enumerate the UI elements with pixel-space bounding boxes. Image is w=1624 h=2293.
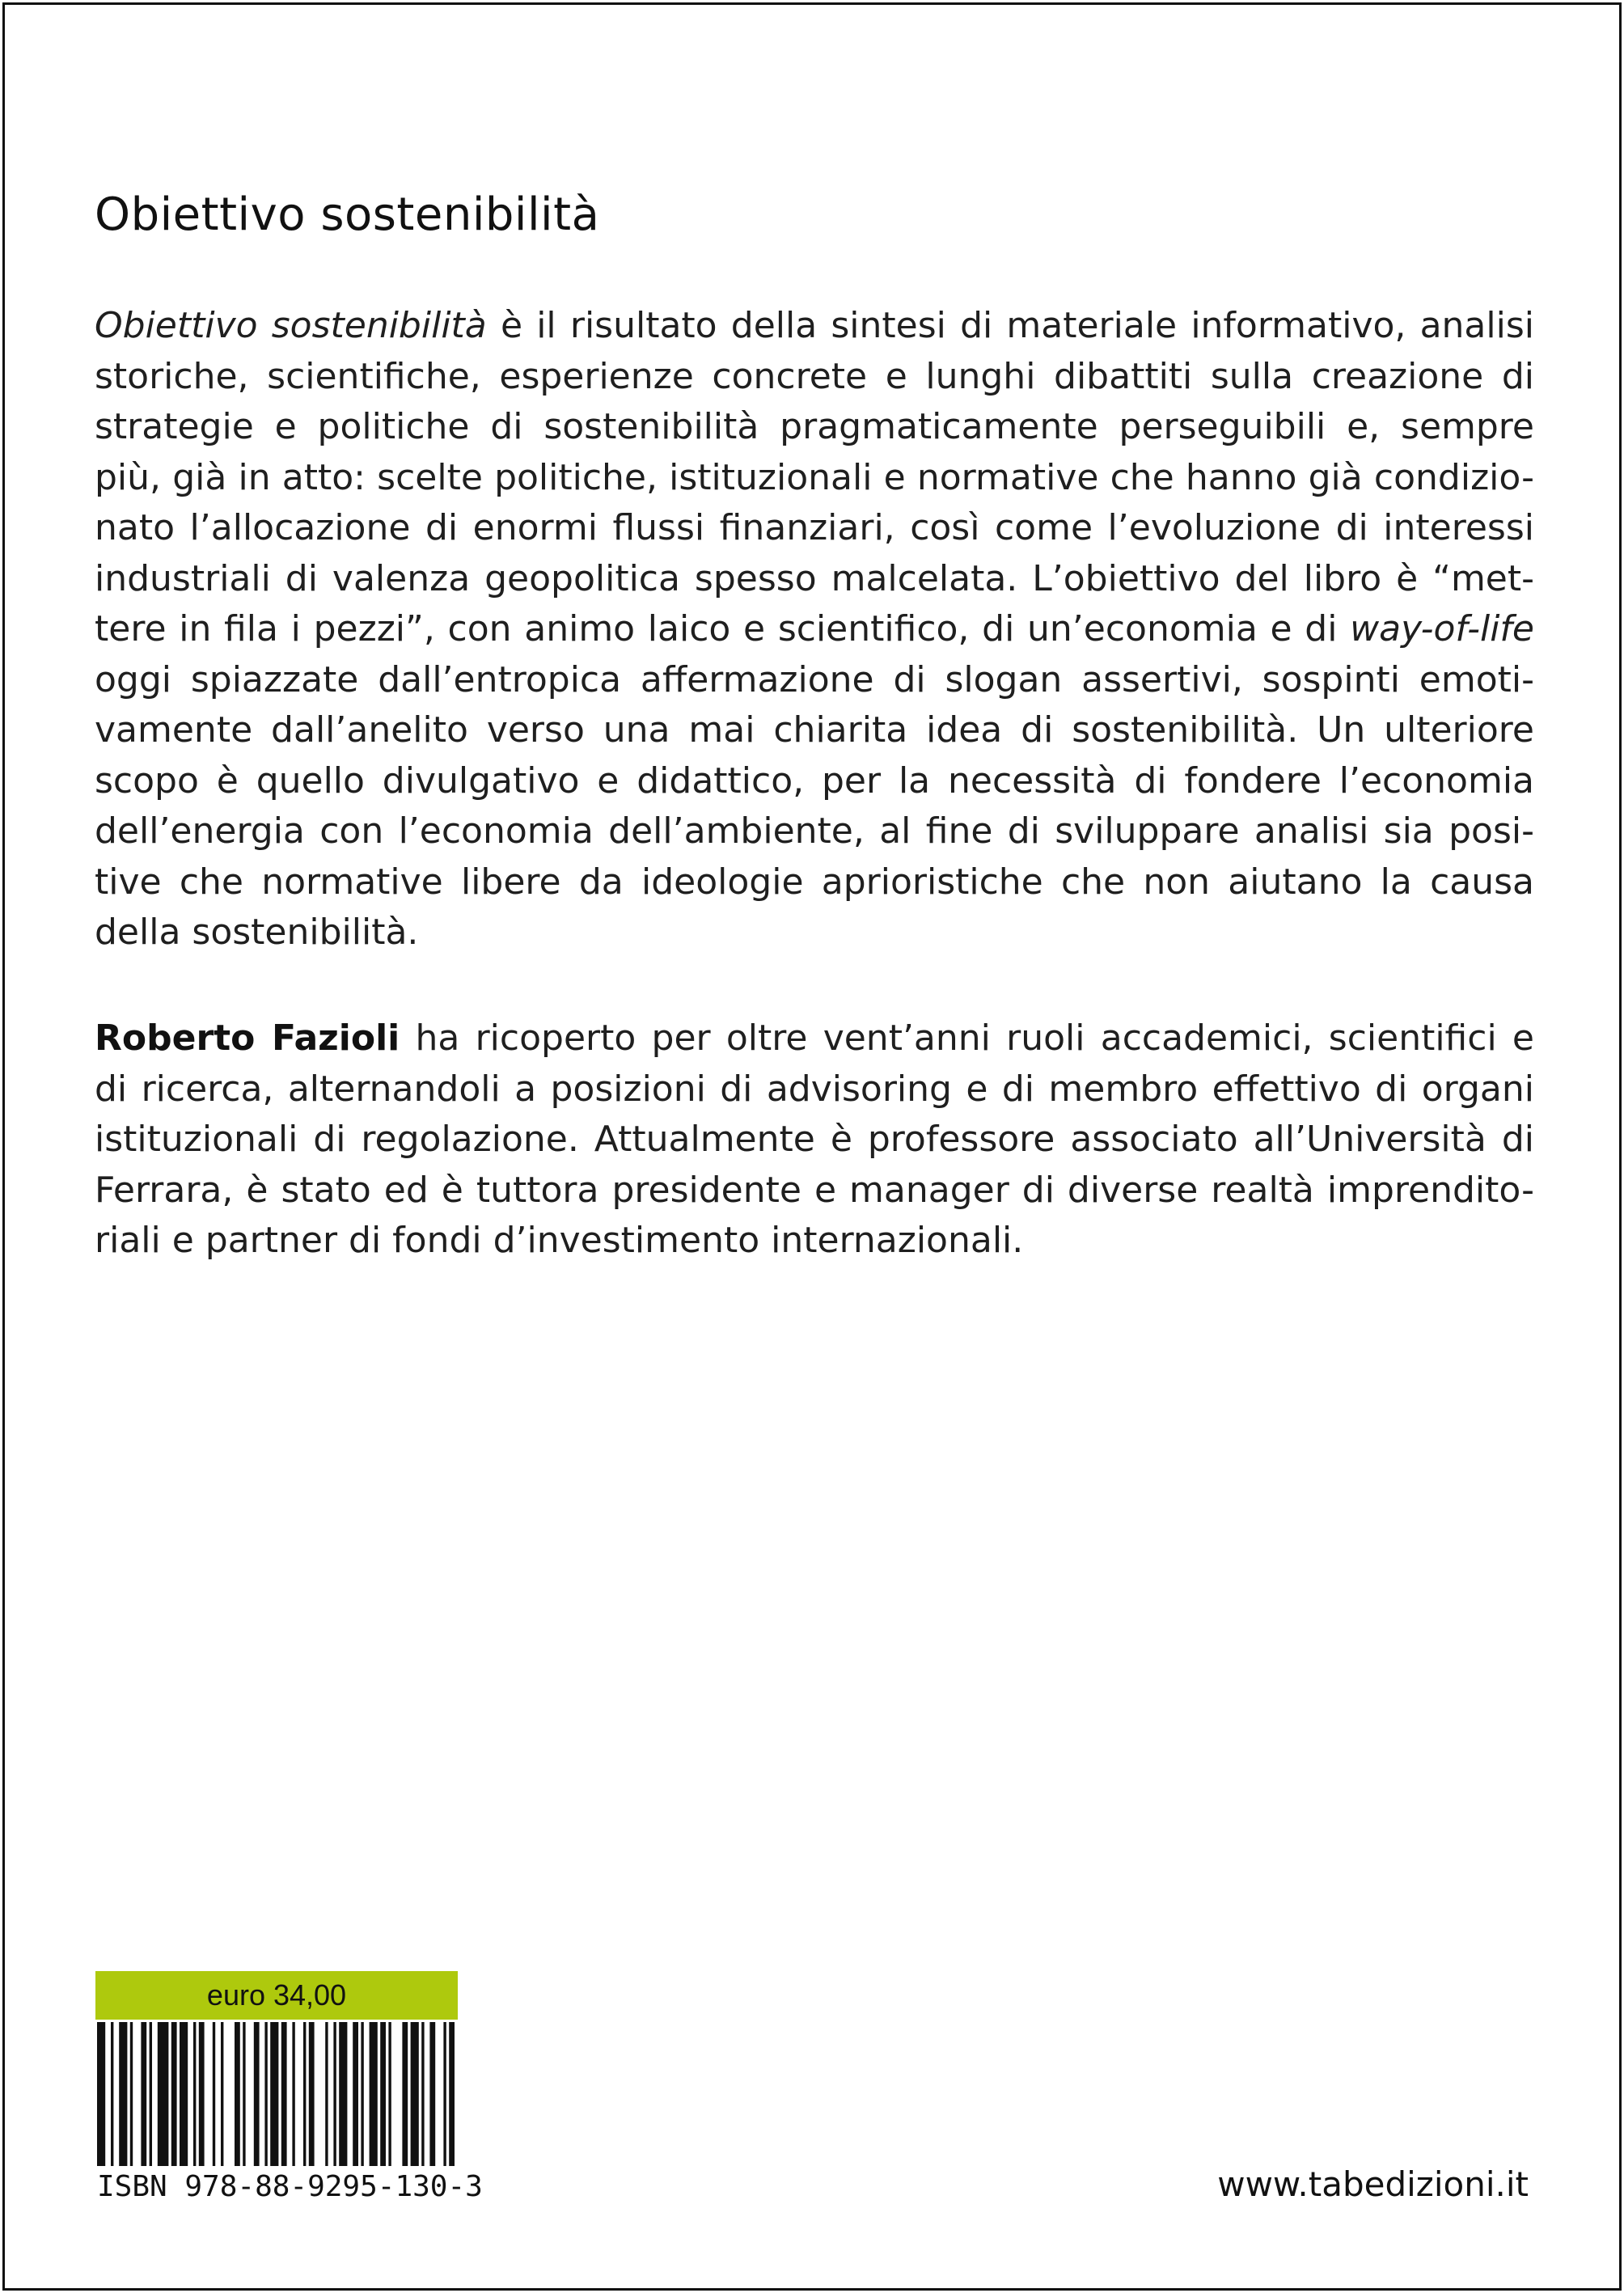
barcode-bar [158, 2022, 169, 2166]
barcode-bar [264, 2022, 267, 2166]
abstract-line: industriali di valenza geopolitica spesso malcelata. L’obiettivo del libro è “met- [95, 557, 1534, 599]
abstract-line: della sostenibilità. [95, 912, 419, 953]
abstract-line: tere in fila i pezzi”, con animo laico e scientifico, di un’economia e di way-of-life [95, 608, 1534, 649]
barcode-bar [141, 2022, 146, 2166]
barcode-bar [171, 2022, 177, 2166]
abstract-line: più, già in atto: scelte politiche, istituzionali e normative che hanno già condizio- [95, 456, 1534, 498]
bio-line: di ricerca, alternandoli a posizioni di advisoring e di membro effettivo di organi [95, 1068, 1534, 1110]
barcode-bar [370, 2022, 378, 2166]
barcode-bar [309, 2022, 315, 2166]
abstract-text [95, 301, 1534, 958]
barcode-bar [421, 2022, 424, 2166]
barcode-bar [270, 2022, 278, 2166]
barcode-bar [429, 2022, 435, 2166]
book-title: Obiettivo sostenibilità [95, 188, 600, 241]
abstract-line: dell’energia con l’economia dell’ambiente, al fine di sviluppare analisi sia posi- [95, 810, 1534, 852]
barcode [95, 2022, 458, 2166]
author-name: Roberto Fazioli [95, 1017, 400, 1059]
barcode-bar [388, 2022, 391, 2166]
barcode-bar [292, 2022, 294, 2166]
abstract-line: tive che normative libere da ideologie aprioristiche che non aiutano la causa [95, 861, 1534, 903]
barcode-bar [97, 2022, 105, 2166]
bio-line: Roberto Fazioli ha ricoperto per oltre vent’anni ruoli accademici, scientifici e [95, 1017, 1535, 1059]
abstract-line: strategie e politiche di sostenibilità pragmaticamente perseguibili e, sempre [95, 406, 1534, 447]
barcode-bar [281, 2022, 287, 2166]
barcode-bar [243, 2022, 245, 2166]
barcode-bar [303, 2022, 306, 2166]
barcode-bar [193, 2022, 196, 2166]
bio-line: riali e partner di fondi d’investimento internazionali. [95, 1220, 1024, 1261]
abstract-italic-term: way-of-life [1350, 608, 1534, 649]
barcode-bar [254, 2022, 260, 2166]
barcode-bar [361, 2022, 363, 2166]
barcode-bar [119, 2022, 127, 2166]
barcode-bar [130, 2022, 133, 2166]
barcode-bar [180, 2022, 188, 2166]
barcode-bar [402, 2022, 408, 2166]
bio-line: istituzionali di regolazione. Attualmente è professore associato all’Università di [95, 1119, 1534, 1160]
barcode-graphic [95, 2022, 458, 2166]
abstract-line: vamente dall’anelito verso una mai chiarita idea di sostenibilità. Un ulteriore [95, 709, 1534, 751]
barcode-bar [150, 2022, 152, 2166]
abstract-line: scopo è quello divulgativo e didattico, per la necessità di fondere l’economia [95, 759, 1534, 802]
barcode-bar [235, 2022, 240, 2166]
barcode-bar [449, 2022, 455, 2166]
barcode-bar [353, 2022, 358, 2166]
abstract-line: storiche, scientifiche, esperienze concrete e lunghi dibattiti sulla creazione di [95, 355, 1534, 397]
author-bio [95, 1013, 1534, 1267]
barcode-bar [380, 2022, 386, 2166]
bio-line: Ferrara, è stato ed è tuttora presidente e manager di diverse realtà imprendito- [95, 1169, 1534, 1211]
barcode-bar [325, 2022, 328, 2166]
abstract-title-italic: Obiettivo sostenibilità [95, 305, 487, 346]
publisher-website[interactable]: www.tabedizioni.it [1217, 2164, 1529, 2204]
barcode-bar [213, 2022, 215, 2166]
abstract-line: Obiettivo sostenibilità è il risultato della sintesi di materiale informativo, analisi [95, 305, 1534, 346]
barcode-bar [333, 2022, 336, 2166]
barcode-bar [339, 2022, 347, 2166]
barcode-bar [221, 2022, 223, 2166]
abstract-line: nato l’allocazione di enormi flussi finanziari, così come l’evoluzione di interessi [95, 507, 1534, 548]
barcode-bar [199, 2022, 205, 2166]
isbn-number: ISBN 978-88-9295-130-3 [97, 2170, 483, 2203]
barcode-bar [111, 2022, 113, 2166]
price-label: euro 34,00 [95, 1971, 458, 2020]
barcode-bar [443, 2022, 446, 2166]
barcode-bar [411, 2022, 419, 2166]
abstract-line: oggi spiazzate dall’entropica affermazione di slogan assertivi, sospinti emoti- [95, 658, 1534, 700]
